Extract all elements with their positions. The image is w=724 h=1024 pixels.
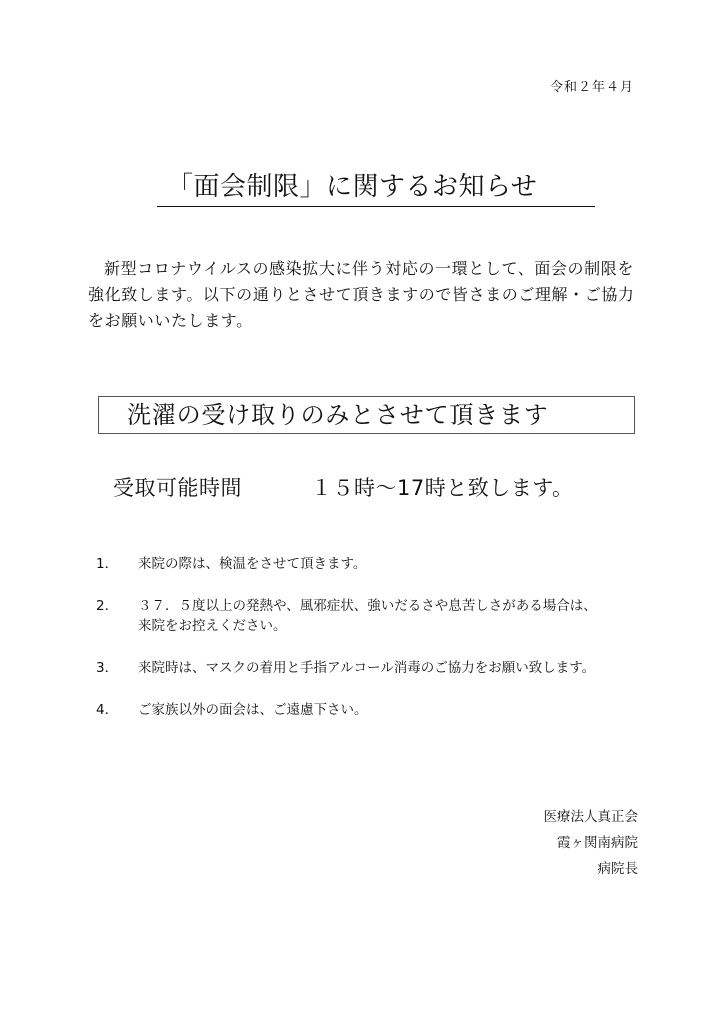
list-item-number: 2． [96,598,119,614]
signature-block [544,804,639,882]
list-item-text: 来院時は、マスクの着用と手指アルコール消毒のご協力をお願い致します。 [138,660,596,676]
list-item-text: ３７．５度以上の発熱や、風邪症状、強いだるさや息苦しさがある場合は、 来院をお控えください。 [138,598,597,634]
reception-hours-label: 受取可能時間 [113,476,242,500]
list-item-number: 4． [96,702,119,718]
title-underline [157,172,595,207]
rules-list [96,554,656,742]
boxed-heading: 洗濯の受け取りのみとさせて頂きます [127,401,549,429]
list-item [96,554,656,574]
list-item-text: 来院の際は、検温をさせて頂きます。 [138,556,367,572]
reception-hours [113,474,574,502]
list-item-number: 3． [96,660,119,676]
signature-organization: 医療法人真正会 [543,809,638,825]
signature-position: 病院長 [597,861,638,877]
reception-hours-value: １５時～17時と致します。 [311,476,574,500]
list-item-text: ご家族以外の面会は、ご遠慮下さい。 [138,702,368,718]
list-item [96,700,656,720]
list-item [96,596,656,636]
notice-date: 令和２年４月 [549,80,634,95]
signature-hospital: 霞ヶ関南病院 [557,835,638,851]
notice-title: 「面会制限」に関するお知らせ [167,172,538,202]
list-item-number: 1． [96,556,119,572]
list-item [96,658,656,678]
intro-paragraph: 新型コロナウイルスの感染拡大に伴う対応の一環として、面会の制限を強化致します。以下の通りとさせて頂きますので皆さまのご理解・ご協力をお願いいたします。 [88,259,635,330]
boxed-heading-frame [98,396,635,434]
